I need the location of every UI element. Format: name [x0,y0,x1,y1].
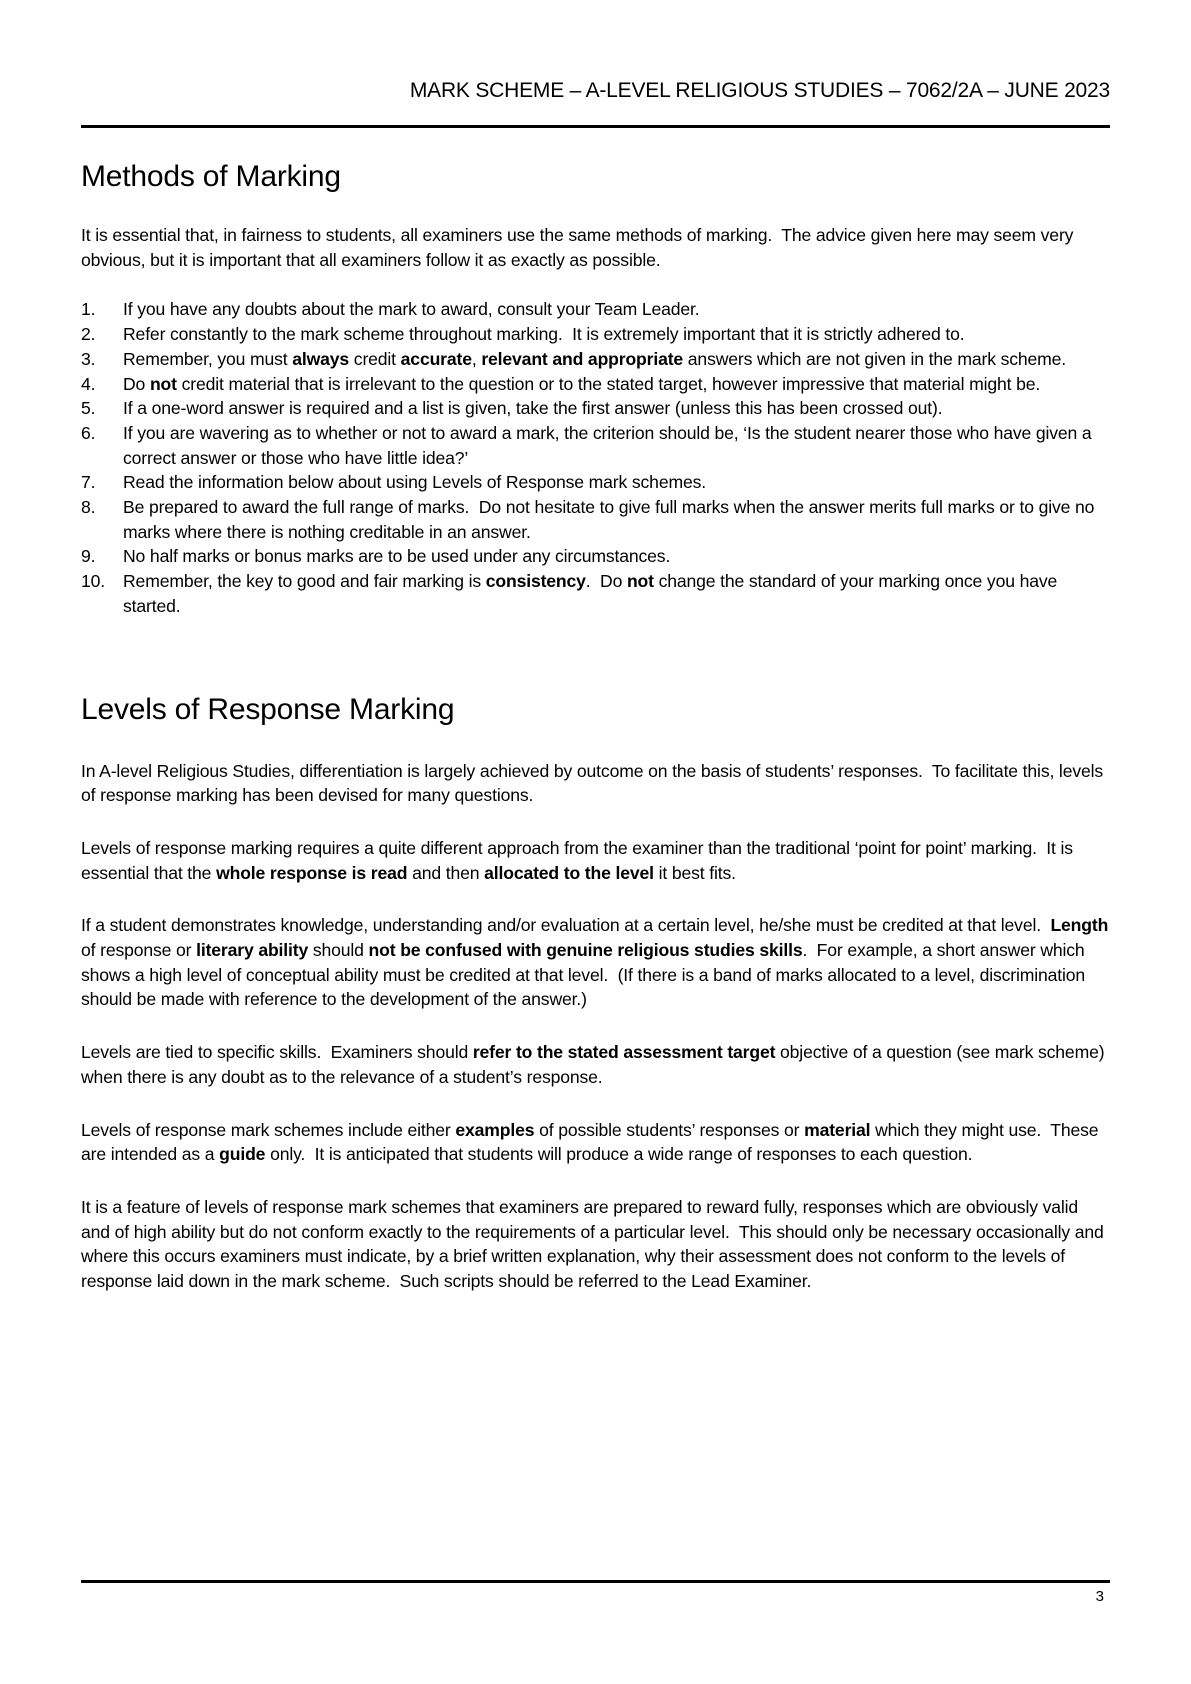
text-segment: Levels of response marking requires a quite different approach from the examiner than the traditional ‘point for point’ marking. It is essential that the [81,837,1078,883]
list-item [81,495,1110,544]
methods-intro-paragraph [81,223,1110,272]
text-segment: only. It is anticipated that students will produce a wide range of responses to each question. [265,1144,973,1165]
list-item-number: 9. [81,546,96,567]
text-segment: If a student demonstrates knowledge, understanding and/or evaluation at a certain level, he/she must be credited at that level. [81,915,1051,936]
text-segment: In A-level Religious Studies, differentiation is largely achieved by outcome on the basis of students’ responses. To facilitate this, levels of response marking has been devised for many questions. [81,760,1108,806]
list-item-number: 5. [81,398,96,419]
text-segment: Refer constantly to the mark scheme throughout marking. It is extremely important that it is strictly adhered to. [123,324,965,345]
list-item [81,297,1110,322]
list-item [81,569,1110,618]
bold-text-segment: consistency [485,571,586,592]
list-item-text [123,569,1110,618]
list-item-number: 3. [81,348,96,369]
levels-paragraph [81,1040,1110,1089]
list-item [81,347,1110,372]
bold-text-segment: not [149,373,177,394]
text-segment: If you have any doubts about the mark to award, consult your Team Leader. [123,299,700,320]
text-segment: If a one-word answer is required and a list is given, take the first answer (unless this has been crossed out). [123,398,943,419]
list-item-text [123,347,1110,372]
text-segment: credit material that is irrelevant to the question or to the stated target, however impressive that material might be. [176,373,1041,394]
bold-text-segment: always [292,348,350,369]
list-item-text [123,322,1110,347]
list-item-number: 1. [81,299,96,320]
list-item-number: 10. [81,571,106,592]
list-item [81,322,1110,347]
text-segment: of possible students’ responses or [534,1119,805,1140]
bold-text-segment: whole response is read [216,862,408,883]
levels-paragraph [81,836,1110,885]
list-item-number: 6. [81,422,96,443]
text-segment: . For example, a short answer which shows a high level of conceptual ability must be credited at that level. (If there is a band of marks allocated to a level, discrimination should be made with reference to the development of the answer.) [81,940,1090,1010]
list-item-text [123,396,1110,421]
text-segment: Remember, you must [123,348,293,369]
list-item [81,544,1110,569]
levels-paragraph [81,1195,1110,1294]
text-segment: Levels are tied to specific skills. Examiners should [81,1042,473,1063]
list-item-text [123,421,1110,470]
bold-text-segment: examples [455,1119,535,1140]
levels-paragraph [81,1118,1110,1167]
bold-text-segment: not be confused with genuine religious studies skills [368,940,803,961]
bold-text-segment: refer to the stated assessment target [472,1042,776,1063]
page-header [81,0,1110,128]
text-segment: which they might use. These are intended as a [81,1119,1104,1165]
list-item [81,396,1110,421]
list-item-text [123,372,1110,397]
text-segment: Read the information below about using Levels of Response mark schemes. [123,472,706,493]
list-item-text [123,495,1110,544]
text-segment: It is a feature of levels of response mark schemes that examiners are prepared to reward fully, responses which are obviously valid and of high ability but do not conform exactly to the requirements of a particular level. This should only be necessary occasionally and where this occurs examiners must indicate, by a brief written explanation, why their assessment does not conform to the levels of response laid down in the mark scheme. Such scripts should be referred to the Lead Examiner. [81,1196,1109,1292]
text-segment: of response or [81,915,1113,961]
text-segment: , [471,348,482,369]
text-segment: . Do [585,571,627,592]
text-segment: Be prepared to award the full range of marks. Do not hesitate to give full marks when the answer merits full marks or to give no marks where there is nothing creditable in an answer. [123,497,1100,542]
page-number: 3 [1095,1588,1104,1605]
methods-section [81,158,1110,619]
text-segment: change the standard of your marking once you have started. [123,571,1062,616]
bold-text-segment: Length [1050,915,1109,936]
bold-text-segment: relevant and appropriate [481,348,684,369]
page-body [81,158,1113,1294]
bold-text-segment: accurate [400,348,472,369]
list-item [81,421,1110,470]
text-segment: it best fits. [653,862,736,883]
text-segment: No half marks or bonus marks are to be used under any circumstances. [123,546,671,567]
text-segment: Remember, the key to good and fair marking is [123,571,486,592]
list-item-number: 2. [81,324,96,345]
page-footer [81,1580,1110,1606]
text-segment: Do [123,373,150,394]
list-item-text [123,544,1110,569]
header-rule [81,125,1110,128]
list-item [81,372,1110,397]
list-item-number: 7. [81,472,96,493]
bold-text-segment: allocated to the level [484,862,654,883]
text-segment: It is essential that, in fairness to students, all examiners use the same methods of marking. The advice given here may seem very obvious, but it is important that all examiners follow it as exactly as possible. [81,225,1079,270]
levels-paragraph [81,913,1113,1012]
methods-heading: Methods of Marking [81,160,341,193]
text-segment: should [308,940,369,961]
levels-section [81,691,1113,1294]
list-item [81,470,1110,495]
bold-text-segment: not [626,571,654,592]
text-segment: credit [349,348,401,369]
text-segment: If you are wavering as to whether or not to award a mark, the criterion should be, ‘Is the student nearer those who have given a correct answer or those who have little idea?’ [123,422,1097,468]
bold-text-segment: guide [219,1144,266,1165]
levels-heading: Levels of Response Marking [81,692,455,726]
list-item-text [123,470,1110,495]
bold-text-segment: material [804,1119,871,1140]
text-segment: and then [407,862,485,883]
text-segment: Levels of response mark schemes include either [81,1119,456,1140]
text-segment: answers which are not given in the mark scheme. [683,348,1067,369]
running-header-title: MARK SCHEME – A-LEVEL RELIGIOUS STUDIES – 7062/2A – JUNE 2023 [409,79,1110,102]
list-item-number: 4. [81,373,96,394]
text-segment: objective of a question (see mark scheme) when there is any doubt as to the relevance of a student’s response. [81,1042,1110,1087]
levels-paragraph [81,759,1110,808]
footer-rule [81,1580,1110,1583]
list-item-number: 8. [81,497,96,518]
bold-text-segment: literary ability [196,940,309,961]
list-item-text [123,297,1110,322]
marking-rules-list [81,297,1110,618]
